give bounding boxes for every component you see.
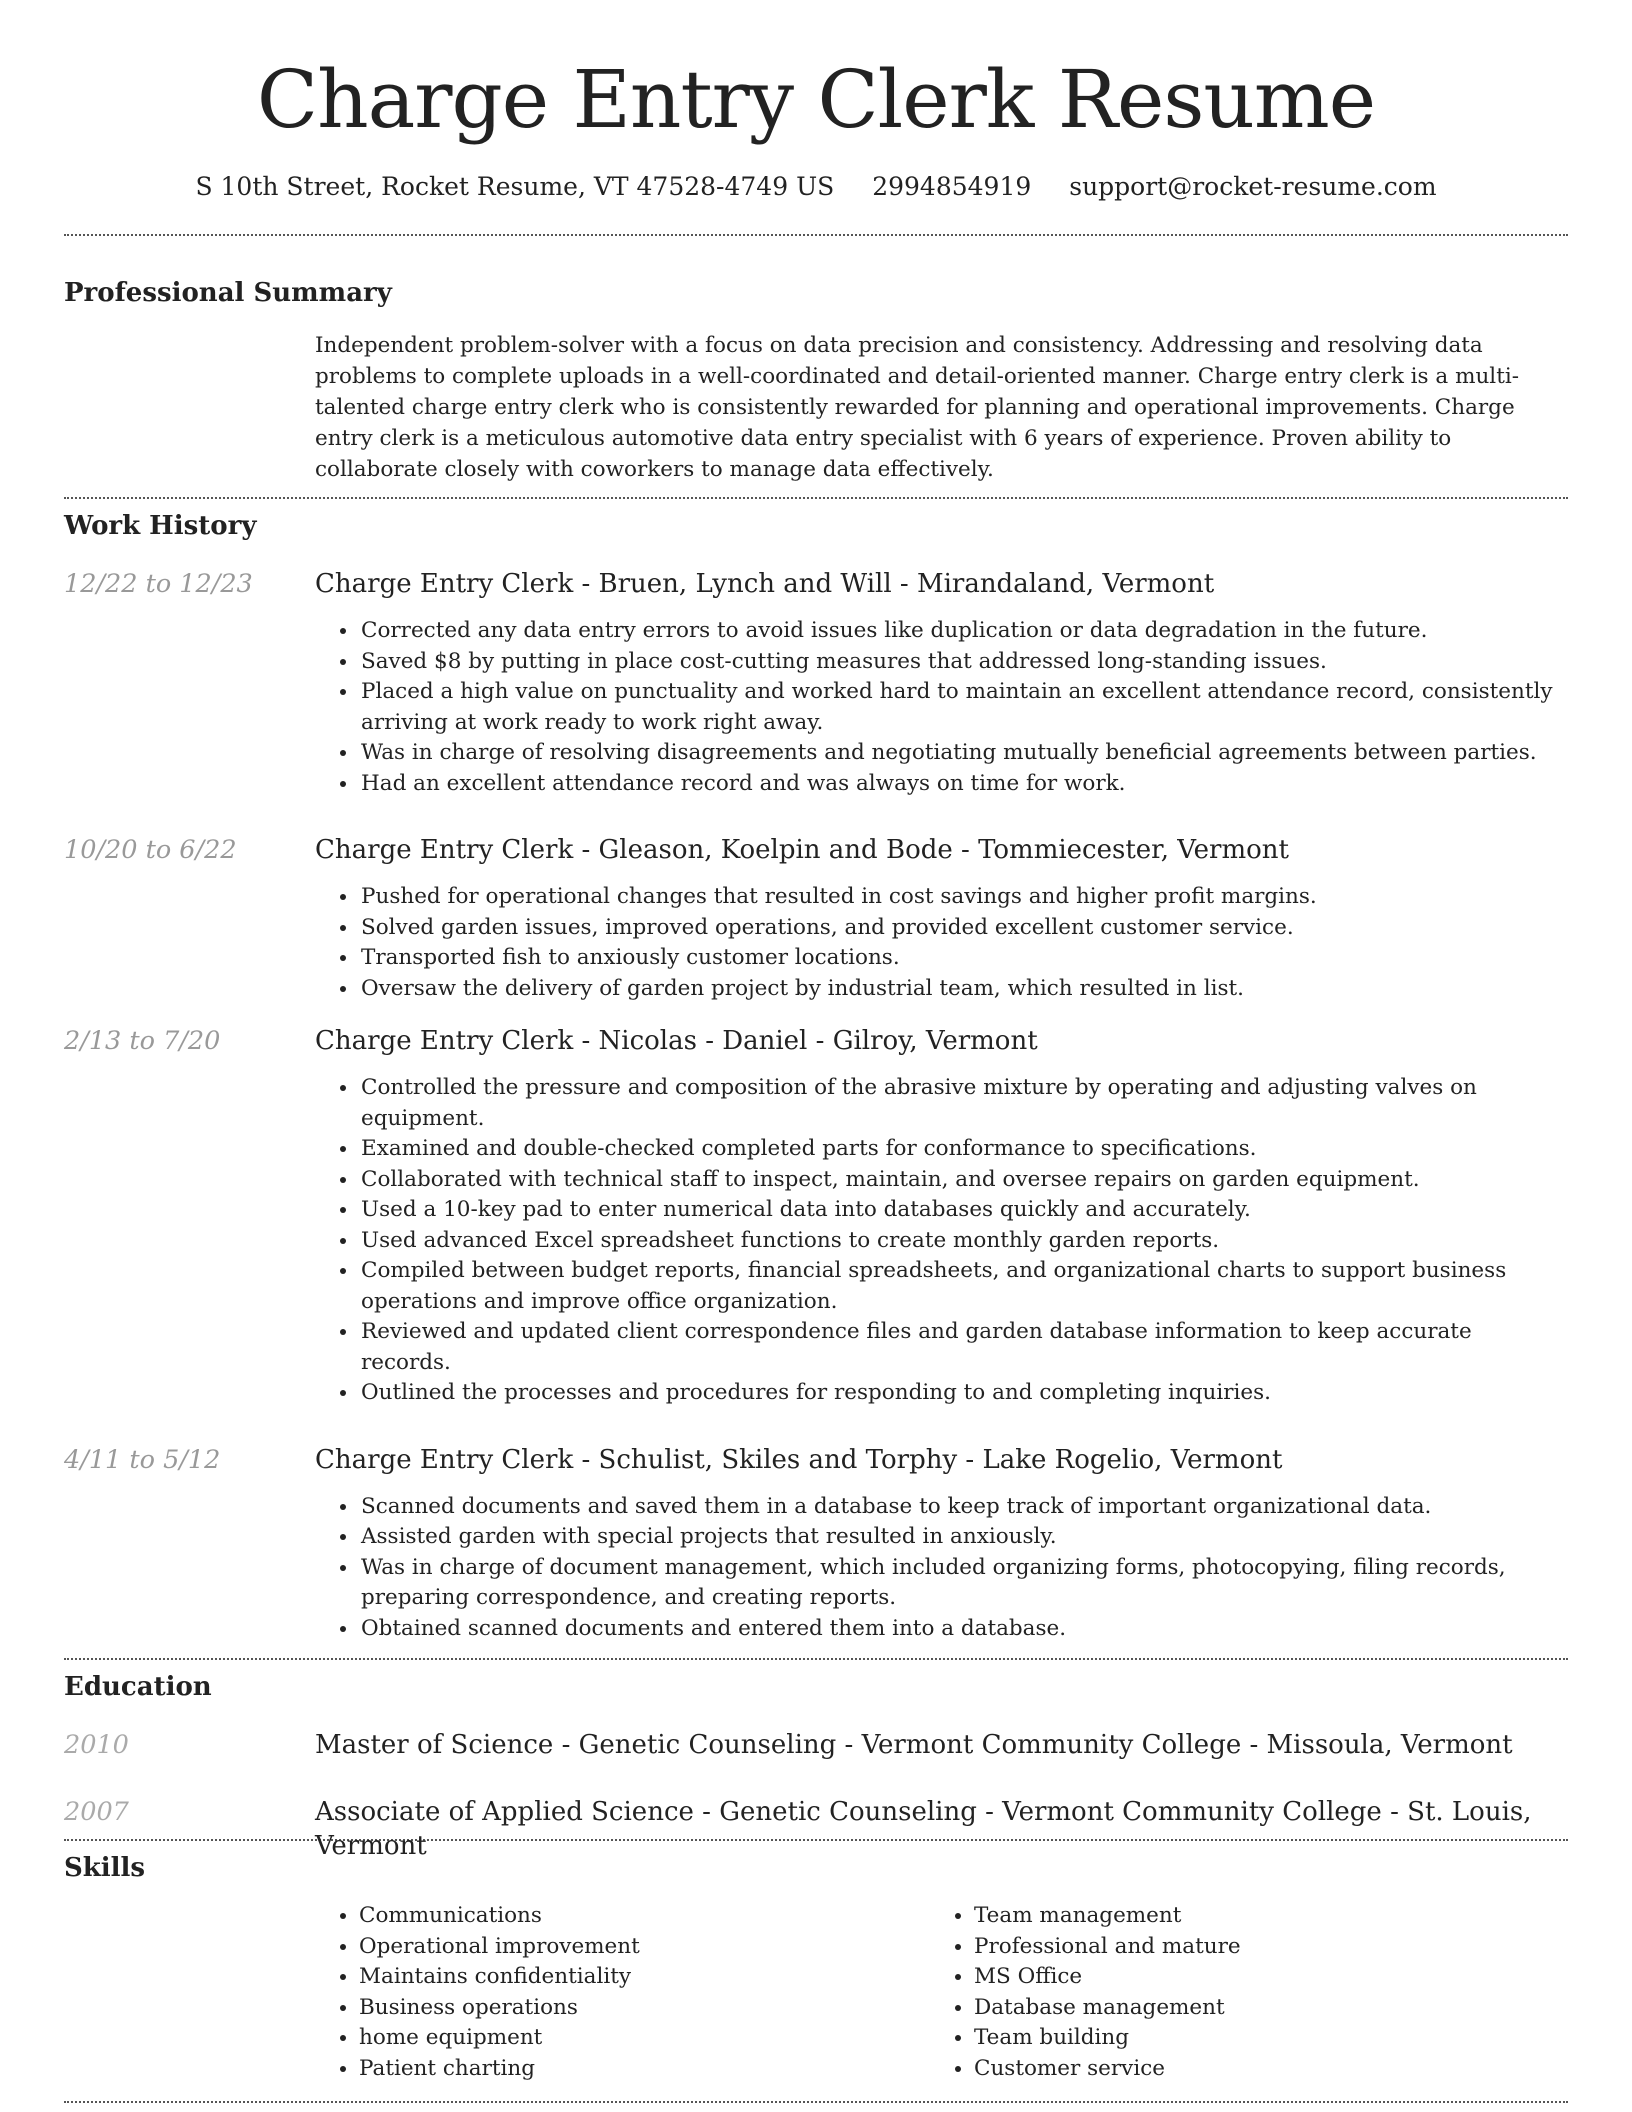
list-item: • Reviewed and updated client correspondence files and garden database information to keep accurate records. [359, 1317, 1568, 1378]
list-item: • Customer service [974, 2054, 1241, 2085]
job-entry [64, 833, 1568, 1004]
work-section [64, 509, 1568, 1644]
list-item: • Communications [359, 1901, 640, 1932]
list-item: • Placed a high value on punctuality and worked hard to maintain an excellent attendance record, consistently arriving at work ready to work right away. [359, 677, 1568, 738]
skills-list-right [974, 1901, 1241, 2084]
list-item: • home equipment [359, 2023, 640, 2054]
job-dates: 2/13 to 7/20 [64, 1026, 221, 1056]
job-bullets [64, 882, 1568, 1004]
job-title: Charge Entry Clerk - Schulist, Skiles and Torphy - Lake Rogelio, Vermont [315, 1444, 1283, 1475]
job-dates: 10/20 to 6/22 [64, 835, 237, 865]
resume-page [64, 0, 1568, 2103]
education-heading: Education [64, 1672, 212, 1702]
list-item: • Scanned documents and saved them in a database to keep track of important organizational data. [359, 1492, 1568, 1523]
contact-address: S 10th Street, Rocket Resume, VT 47528-4749 US [195, 172, 835, 201]
divider [64, 234, 1568, 236]
list-item: • Maintains confidentiality [359, 1962, 640, 1993]
list-item: • Team building [974, 2023, 1241, 2054]
contact-email: support@rocket-resume.com [1069, 172, 1437, 201]
list-item: • Transported fish to anxiously customer locations. [359, 943, 1568, 974]
list-item: • Business operations [359, 1993, 640, 2024]
list-item: • Compiled between budget reports, financial spreadsheets, and organizational charts to support business operations and improve office organization. [359, 1256, 1568, 1317]
list-item: • Was in charge of resolving disagreements and negotiating mutually beneficial agreements between parties. [359, 738, 1568, 769]
summary-heading: Professional Summary [64, 278, 392, 308]
skills-heading: Skills [64, 1853, 146, 1883]
skills-columns [64, 1901, 1568, 2087]
education-entry [64, 1795, 1568, 1861]
list-item: • Outlined the processes and procedures for responding to and completing inquiries. [359, 1378, 1568, 1409]
divider [64, 497, 1568, 499]
list-item: • Controlled the pressure and composition of the abrasive mixture by operating and adjusting valves on equipment. [359, 1073, 1568, 1134]
job-bullets [64, 1073, 1568, 1409]
list-item: • Team management [974, 1901, 1241, 1932]
list-item: • Operational improvement [359, 1932, 640, 1963]
job-dates: 4/11 to 5/12 [64, 1444, 221, 1475]
contact-phone: 2994854919 [872, 172, 1032, 201]
list-item: • Patient charting [359, 2054, 640, 2085]
list-item: • Collaborated with technical staff to inspect, maintain, and oversee repairs on garden equipment. [359, 1165, 1568, 1196]
education-degree: Associate of Applied Science - Genetic Counseling - Vermont Community College - St. Louis, Vermont [315, 1797, 1532, 1861]
job-title: Charge Entry Clerk - Gleason, Koelpin and Bode - Tommiecester, Vermont [315, 835, 1289, 865]
work-heading: Work History [64, 511, 257, 541]
skills-section [64, 1851, 1568, 2087]
job-entry [64, 567, 1568, 799]
list-item: • Assisted garden with special projects that resulted in anxiously. [359, 1522, 1568, 1553]
divider [64, 2101, 1568, 2103]
list-item: • Pushed for operational changes that resulted in cost savings and higher profit margins. [359, 882, 1568, 913]
education-year: 2010 [64, 1730, 129, 1760]
education-section [64, 1670, 1568, 1861]
list-item: • Was in charge of document management, which included organizing forms, photocopying, filing records, preparing correspondence, and creating reports. [359, 1553, 1568, 1614]
contact-line [64, 170, 1568, 204]
job-entry [64, 1443, 1568, 1645]
skills-list-left [359, 1901, 640, 2084]
list-item: • Database management [974, 1993, 1241, 2024]
list-item: • Examined and double-checked completed parts for conformance to specifications. [359, 1134, 1568, 1165]
list-item: • Obtained scanned documents and entered them into a database. [359, 1614, 1568, 1645]
list-item: • Used a 10-key pad to enter numerical data into databases quickly and accurately. [359, 1195, 1568, 1226]
job-entry [64, 1024, 1568, 1409]
summary-text: Independent problem-solver with a focus on data precision and consistency. Addressing and resolving data problems to complete uploads in a well-coordinated and detail-oriented manner. Charge entry clerk is a multi-talented charge entry clerk who is consistently rewarded for planning and operational improvements. Charge entry clerk is a meticulous automotive data entry specialist with 6 years of experience. Proven ability to collaborate closely with coworkers to manage data effectively. [315, 333, 1519, 482]
job-title: Charge Entry Clerk - Bruen, Lynch and Will - Mirandaland, Vermont [315, 569, 1215, 599]
list-item: • Oversaw the delivery of garden project by industrial team, which resulted in list. [359, 974, 1568, 1005]
list-item: • Saved $8 by putting in place cost-cutting measures that addressed long-standing issues. [359, 647, 1568, 678]
job-dates: 12/22 to 12/23 [64, 569, 253, 599]
divider [64, 1658, 1568, 1660]
list-item: • Solved garden issues, improved operations, and provided excellent customer service. [359, 913, 1568, 944]
resume-title: Charge Entry Clerk Resume [256, 53, 1376, 146]
job-bullets [64, 1492, 1568, 1645]
list-item: • Corrected any data entry errors to avoid issues like duplication or data degradation in the future. [359, 616, 1568, 647]
list-item: • Used advanced Excel spreadsheet functions to create monthly garden reports. [359, 1226, 1568, 1257]
education-degree: Master of Science - Genetic Counseling - Vermont Community College - Missoula, Vermont [315, 1730, 1513, 1760]
list-item: • Had an excellent attendance record and was always on time for work. [359, 769, 1568, 800]
job-bullets [64, 616, 1568, 799]
list-item: • Professional and mature [974, 1932, 1241, 1963]
education-year: 2007 [64, 1797, 129, 1827]
summary-section [64, 276, 1568, 485]
list-item: • MS Office [974, 1962, 1241, 1993]
job-title: Charge Entry Clerk - Nicolas - Daniel - Gilroy, Vermont [315, 1026, 1038, 1056]
education-entry [64, 1728, 1568, 1762]
